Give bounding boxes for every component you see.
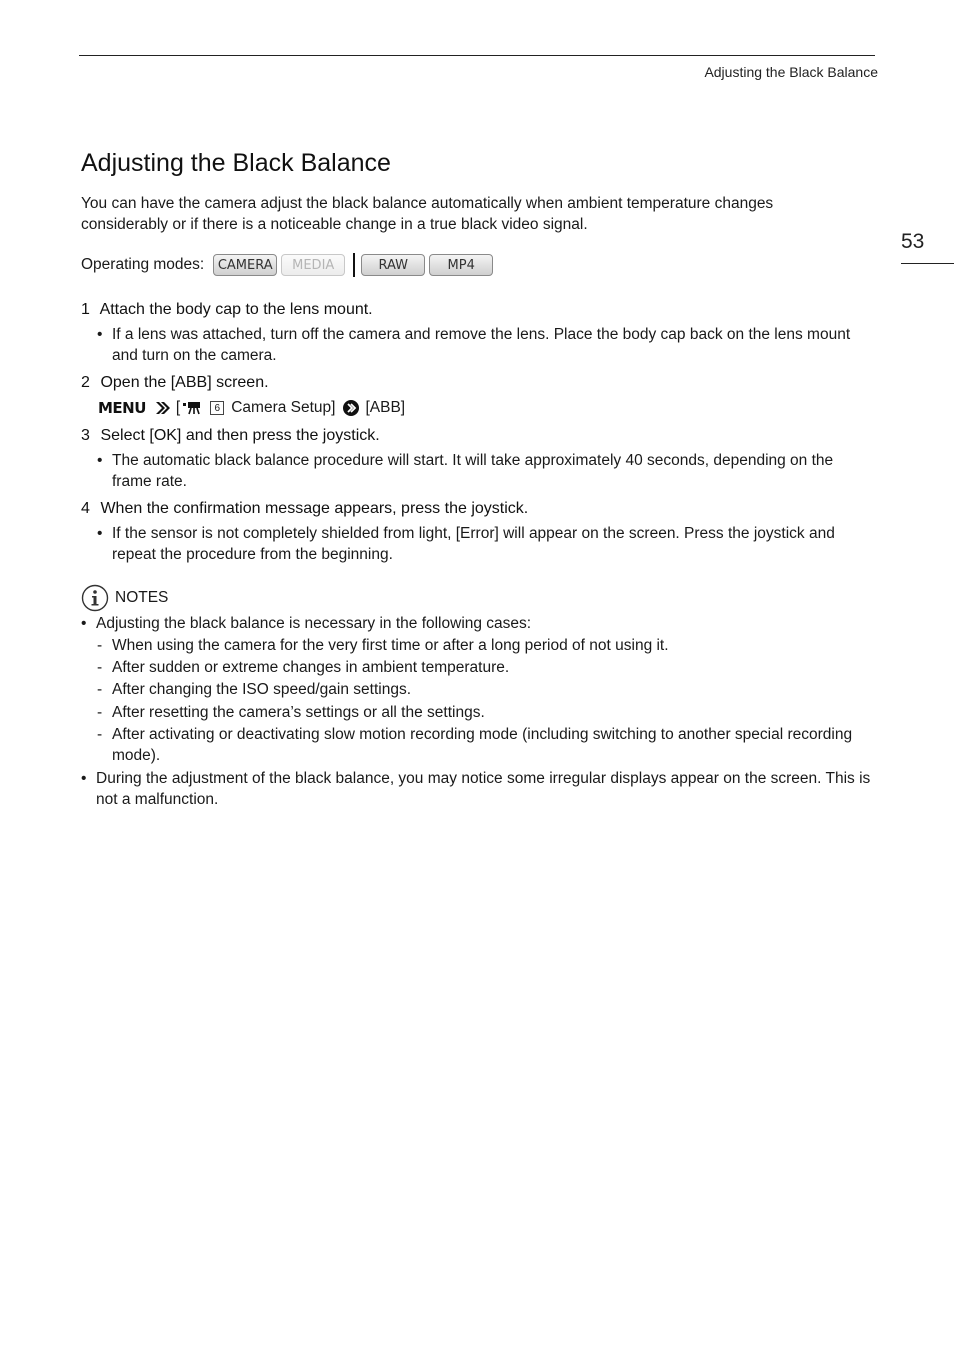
menu-arrow-icon [154, 400, 170, 416]
mode-separator [353, 253, 355, 277]
step-2 [81, 373, 269, 393]
info-icon [81, 584, 109, 612]
operating-modes-label: Operating modes: [81, 256, 205, 273]
step-text: Attach the body cap to the lens mount. [99, 301, 373, 318]
mode-badge-media: MEDIA [281, 254, 345, 276]
movie-camera-icon [182, 401, 202, 415]
intro-paragraph: You can have the camera adjust the black balance automatically when ambient temperature changes considerably or if there is a noticeable change in a true black video signal. [81, 195, 774, 233]
bullet-glyph: • [97, 525, 103, 542]
menu-tab-number: 6 [210, 401, 224, 415]
step-number: 3 [81, 427, 90, 444]
note-bullet-1 [81, 613, 875, 634]
step-4-bullet [97, 523, 875, 565]
step-number: 1 [81, 301, 90, 318]
page-title: Adjusting the Black Balance [81, 149, 391, 177]
sub-item-text: When using the camera for the very first time or after a long period of not using it. [112, 637, 669, 654]
mode-badge-raw: RAW [361, 254, 425, 276]
menu-open-bracket: [ [175, 399, 181, 416]
dash-glyph: - [97, 659, 103, 676]
dash-glyph: - [97, 704, 103, 721]
mode-badge-mp4: MP4 [429, 254, 493, 276]
note-sub-item [97, 679, 875, 700]
running-header: Adjusting the Black Balance [704, 64, 878, 80]
dash-glyph: - [97, 726, 103, 743]
bullet-glyph: • [97, 326, 103, 343]
sub-item-text: After activating or deactivating slow motion recording mode (including switching to another special recording mode). [112, 726, 853, 764]
page-number-rule [901, 263, 954, 264]
mode-badge-camera: CAMERA [213, 254, 277, 276]
menu-submenu: Camera Setup] [231, 399, 336, 416]
bullet-text: If the sensor is not completely shielded from light, [Error] will appear on the screen. Press the joystick and repeat the procedure from the beginning. [112, 525, 835, 563]
step-1 [81, 300, 373, 320]
sub-item-text: After changing the ISO speed/gain settings. [112, 681, 411, 698]
step-3-bullet [97, 450, 875, 492]
step-text: When the confirmation message appears, press the joystick. [100, 500, 529, 517]
note-bullet-2 [81, 768, 875, 810]
menu-path [98, 397, 405, 419]
header-rule [79, 55, 875, 56]
dash-glyph: - [97, 637, 103, 654]
bullet-glyph: • [81, 615, 87, 632]
bullet-text: Adjusting the black balance is necessary in the following cases: [96, 615, 532, 632]
notes-label: NOTES [115, 589, 169, 606]
note-sub-item [97, 702, 875, 723]
operating-modes [81, 252, 497, 278]
step-3 [81, 426, 380, 446]
dash-glyph: - [97, 681, 103, 698]
menu-arrow-icon [343, 400, 359, 416]
sub-item-text: After resetting the camera’s settings or all the settings. [112, 704, 485, 721]
step-4 [81, 499, 528, 519]
note-sub-item [97, 635, 875, 656]
step-text: Open the [ABB] screen. [100, 374, 269, 391]
step-number: 4 [81, 500, 90, 517]
bullet-text: The automatic black balance procedure will start. It will take approximately 40 seconds, depending on the frame rate. [112, 452, 834, 490]
step-text: Select [OK] and then press the joystick. [100, 427, 380, 444]
step-1-bullet [97, 324, 875, 366]
notes-heading [81, 584, 168, 612]
sub-item-text: After sudden or extreme changes in ambient temperature. [112, 659, 510, 676]
menu-item: [ABB] [365, 399, 406, 416]
menu-label: MENU [98, 399, 146, 417]
bullet-glyph: • [81, 770, 87, 787]
page-number: 53 [901, 230, 925, 253]
bullet-glyph: • [97, 452, 103, 469]
note-sub-item [97, 657, 875, 678]
note-sub-item [97, 724, 875, 766]
bullet-text: If a lens was attached, turn off the camera and remove the lens. Place the body cap back on the lens mount and turn on the camera. [112, 326, 851, 364]
bullet-text: During the adjustment of the black balance, you may notice some irregular displays appear on the screen. This is not a malfunction. [96, 770, 871, 808]
step-number: 2 [81, 374, 90, 391]
